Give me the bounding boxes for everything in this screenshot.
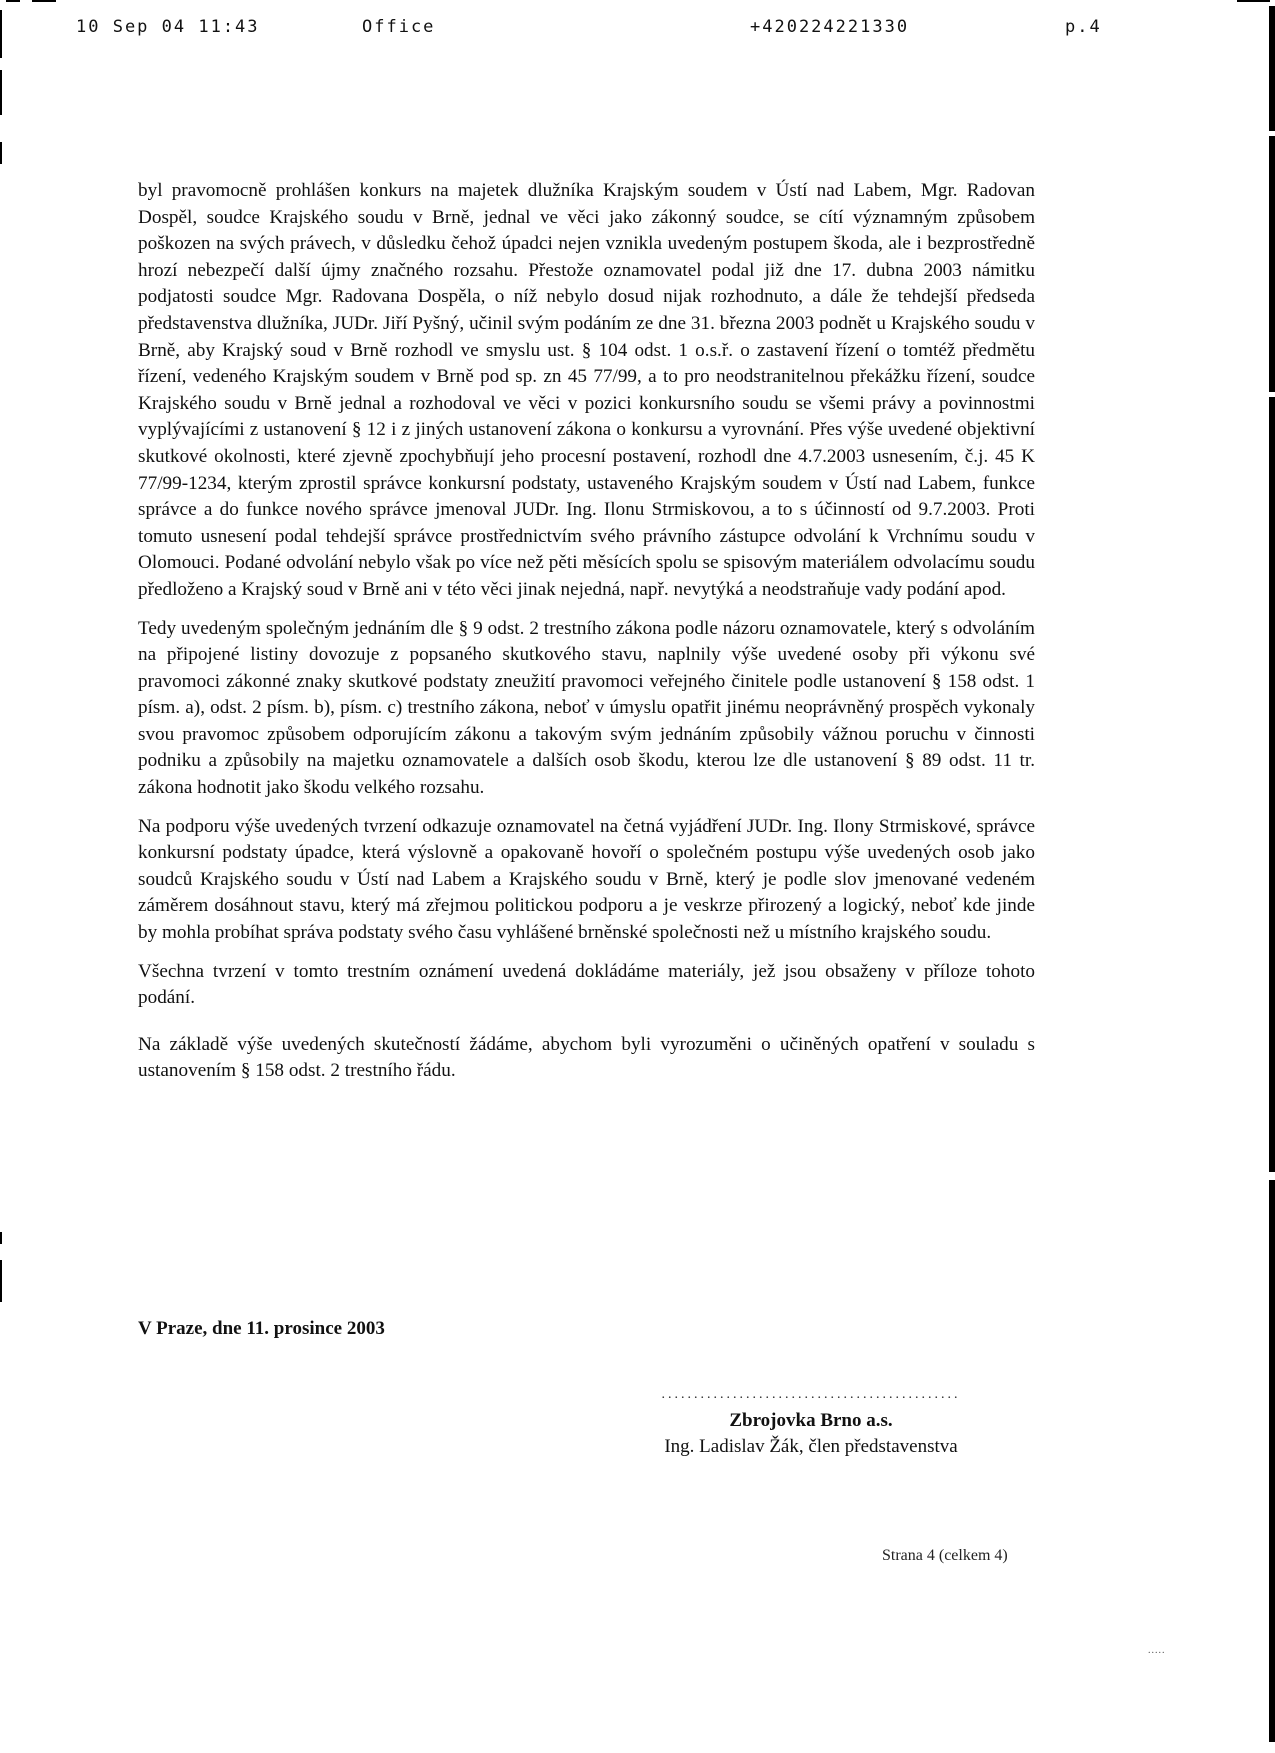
document-body [138, 178, 1035, 1097]
scan-artifact [32, 0, 56, 2]
scan-artifact [6, 0, 20, 2]
scan-artifact: ..... [1148, 1645, 1166, 1656]
scan-edge-right [1269, 397, 1275, 1172]
paragraph: byl pravomocně prohlášen konkurs na majetek dlužníka Krajským soudem v Ústí nad Labem, Mgr. Radovan Dospěl, soudce Krajského soudu v Brně, jednal ve věci jako zákonný soudce, se cítí významným způsobem poškozen na svých právech, v důsledku čehož úpadci nejen vznikla uvedeným postupem škoda, ale i bezprostředně hrozí nebezpečí další újmy značného rozsahu. Přestože oznamovatel podal již dne 17. dubna 2003 námitku podjatosti soudce Mgr. Radovana Dospěla, o níž nebylo dosud nijak rozhodnuto, a dále že tehdejší předseda představenstva dlužníka, JUDr. Jiří Pyšný, učinil svým podáním ze dne 31. března 2003 podnět u Krajského soudu v Brně, aby Krajský soud v Brně rozhodl ve smyslu ust. § 104 odst. 1 o.s.ř. o zastavení řízení o tomtéž předmětu řízení, vedeného Krajským soudem v Brně pod sp. zn 45 77/99, a to pro neodstranitelnou překážku řízení, soudce Krajského soudu v Brně jednal a rozhodoval ve věci v pozici konkursního soudu se všemi právy a povinnostmi vyplývajícími z ustanovení § 12 i z jiných ustanovení zákona o konkursu a vyrovnání. Přes výše uvedené objektivní skutkové okolnosti, které zjevně zpochybňují jeho procesní postavení, rozhodl dne 4.7.2003 usnesením, č.j. 45 K 77/99-1234, kterým zprostil správce konkursní podstaty, ustaveného Krajským soudem v Ústí nad Labem, funkce správce a do funkce nového správce jmenoval JUDr. Ing. Ilonu Strmiskovou, a to s účinností od 9.7.2003. Proti tomuto usnesení podal tehdejší správce prostřednictvím svého právního zástupce odvolání k Vrchnímu soudu v Olomouci. Podané odvolání nebylo však po více než pěti měsících spolu se spisovým materiálem odvolacímu soudu předloženo a Krajský soud v Brně ani v této věci jinak nejedná, např. nevytýká a neodstraňuje vady podání apod. [138, 180, 1035, 600]
paragraph: Na základě výše uvedených skutečností žádáme, abychom byli vyrozuměni o učiněných opatření v souladu s ustanovením § 158 odst. 2 trestního řádu. [138, 1033, 1035, 1082]
page-number: Strana 4 (celkem 4) [882, 1547, 1008, 1564]
fax-sender: Office [362, 17, 436, 37]
scan-edge-right [1269, 136, 1275, 137]
scan-edge-left [0, 70, 2, 115]
scan-edge-right [1269, 137, 1275, 392]
scan-edge-right [1269, 1180, 1275, 1742]
fax-page: p.4 [1065, 17, 1102, 37]
scan-edge-left [0, 1232, 2, 1244]
scan-artifact [1237, 0, 1270, 2]
scan-edge-left [0, 1260, 2, 1302]
signature-line: .............................................. [661, 1387, 961, 1402]
paragraph: Všechna tvrzení v tomto trestním oznámení uvedená dokládáme materiály, jež jsou obsaženy v příloze tohoto podání. [138, 960, 1035, 1009]
signature-person: Ing. Ladislav Žák, člen představenstva [664, 1436, 958, 1457]
fax-phone: +420224221330 [750, 17, 910, 37]
fax-datetime: 10 Sep 04 11:43 [76, 17, 260, 37]
fax-header [0, 17, 1275, 41]
signature-company: Zbrojovka Brno a.s. [729, 1410, 893, 1431]
scan-edge-left [0, 142, 2, 164]
paragraph: Tedy uvedeným společným jednáním dle § 9 odst. 2 trestního zákona podle názoru oznamovatele, který s odvoláním na připojené listiny dovozuje z popsaného skutkového stavu, naplnily výše uvedené osoby při výkonu své pravomoci zákonné znaky skutkové podstaty zneužití pravomoci veřejného činitele podle ustanovení § 158 odst. 1 písm. a), odst. 2 písm. b), písm. c) trestního zákona, neboť v úmyslu opatřit jinému neoprávněný prospěch vykonaly svou pravomoc způsobem odporujícím zákonu a takovým svým jednáním způsobily vážnou poruchu v činnosti podniku a způsobily na majetku oznamovatele a dalších osob škodu, kterou lze dle ustanovení § 89 odst. 11 tr. zákona hodnotit jako škodu velkého rozsahu. [138, 617, 1035, 799]
paragraph: Na podporu výše uvedených tvrzení odkazuje oznamovatel na četná vyjádření JUDr. Ing. Ilony Strmiskové, správce konkursní podstaty úpadce, která výslovně a opakovaně hovoří o společném postupu výše uvedených osob jako soudců Krajského soudu v Ústí nad Labem a Krajského soudu v Brně, který je podle slov jmenované vedeném záměrem dosáhnout stavu, který má zřejmou politickou podporu a je veskrze přirozený a logický, neboť kde jinde by mohla probíhat správa podstaty svého času vyhlášené brněnské společnosti než u místního krajského soudu. [138, 815, 1035, 944]
place-date: V Praze, dne 11. prosince 2003 [138, 1318, 385, 1339]
signature-block [626, 1386, 996, 1460]
